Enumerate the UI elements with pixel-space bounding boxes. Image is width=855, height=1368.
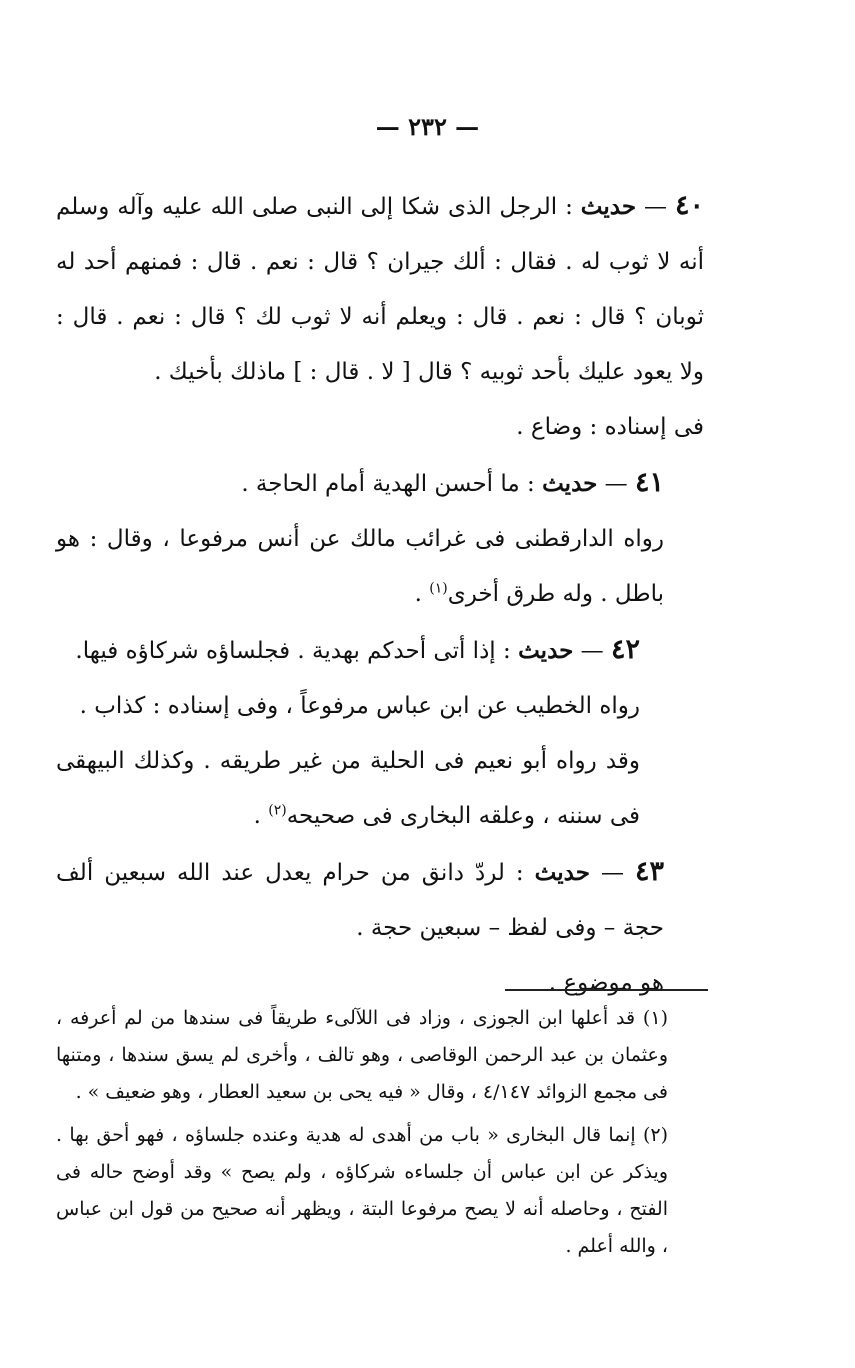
hadith-42-note: رواه الخطيب عن ابن عباس مرفوعاً ، وفى إسناده : كذاب . xyxy=(79,693,640,719)
hadith-42 xyxy=(56,622,704,679)
hadith-text: : إذا أتى أحدكم بهدية . فجلساؤه شركاؤه فيها. xyxy=(75,638,519,664)
hadith-text: : الرجل الذى شكا إلى النبى صلى الله عليه وآله وسلم أنه لا ثوب له . فقال : ألك جيران ؟ قال : نعم . قال : فمنهم أحد له ثوبان ؟ قال : نعم . قال : ويعلم أنه لا ثوب لك ؟ قال : نعم . قال : ولا يعود عليك بأحد ثوبيه ؟ قال [ لا . قال : ] ماذلك بأخيك . xyxy=(56,194,704,385)
hadith-40-note: فى إسناده : وضاع . xyxy=(516,414,704,440)
hadith-41 xyxy=(56,455,704,512)
hadith-dash: — xyxy=(636,194,675,220)
hadith-40 xyxy=(56,178,704,400)
hadith-number: ٤١ xyxy=(634,467,664,498)
hadith-number: ٤٢ xyxy=(610,634,640,665)
footnote-divider xyxy=(505,989,708,991)
hadith-keyword: حديث xyxy=(542,470,598,497)
main-text xyxy=(56,178,704,1011)
footnote-2: (٢) إنما قال البخارى « باب من أهدى له هدية وعنده جلساؤه ، فهو أحق بها . ويذكر عن ابن عباس أن جلساءه شركاؤه ، ولم يصح » وقد أوضح حاله فى الفتح ، وحاصله أنه لا يصح مرفوعا البتة ، ويظهر أنه صحيح من قول ابن عباس ، والله أعلم . xyxy=(56,1124,668,1257)
hadith-number: ٤٠ xyxy=(674,190,704,221)
hadith-dash: — xyxy=(597,471,635,497)
footnote-ref[interactable]: (١) xyxy=(429,580,448,597)
hadith-42-note2 xyxy=(56,734,704,844)
hadith-note-text: وقد رواه أبو نعيم فى الحلية من غير طريقه . وكذلك البيهقى فى سننه ، وعلقه البخارى فى صحيحه xyxy=(56,748,640,829)
hadith-note-end: . xyxy=(253,803,269,829)
hadith-number: ٤٣ xyxy=(634,856,664,887)
hadith-keyword: حديث xyxy=(534,859,590,886)
footnote-ref[interactable]: (٢) xyxy=(268,802,287,819)
hadith-dash: — xyxy=(589,860,635,886)
hadith-note-end: . xyxy=(414,581,430,607)
hadith-dash: — xyxy=(573,638,611,664)
footnote-1: (١) قد أعلها ابن الجوزى ، وزاد فى اللآلىء طريقاً فى سندها من لم أعرفه ، وعثمان بن عبد الرحمن الوقاصى ، وهو تالف ، وأخرى لم يسق سندها ، ومتنها فى مجمع الزوائد ٤/١٤٧ ، وقال « فيه يحى بن سعيد العطار ، وهو ضعيف » . xyxy=(56,1007,668,1103)
hadith-text: : لردّ دانق من حرام يعدل عند الله سبعين ألف حجة – وفى لفظ – سبعين حجة . xyxy=(56,860,664,941)
hadith-text: : ما أحسن الهدية أمام الحاجة . xyxy=(241,471,543,497)
hadith-note-text: رواه الدارقطنى فى غرائب مالك عن أنس مرفوعا ، وقال : هو باطل . وله طرق أخرى xyxy=(56,526,664,607)
hadith-43 xyxy=(56,844,704,956)
hadith-41-note xyxy=(56,512,704,622)
footnotes xyxy=(56,1000,704,1265)
hadith-keyword: حديث xyxy=(580,193,637,220)
page-number: — ٢٣٢ — xyxy=(375,112,480,141)
hadith-keyword: حديث xyxy=(518,637,574,664)
hadith-43-note: هو موضوع . xyxy=(548,970,664,996)
